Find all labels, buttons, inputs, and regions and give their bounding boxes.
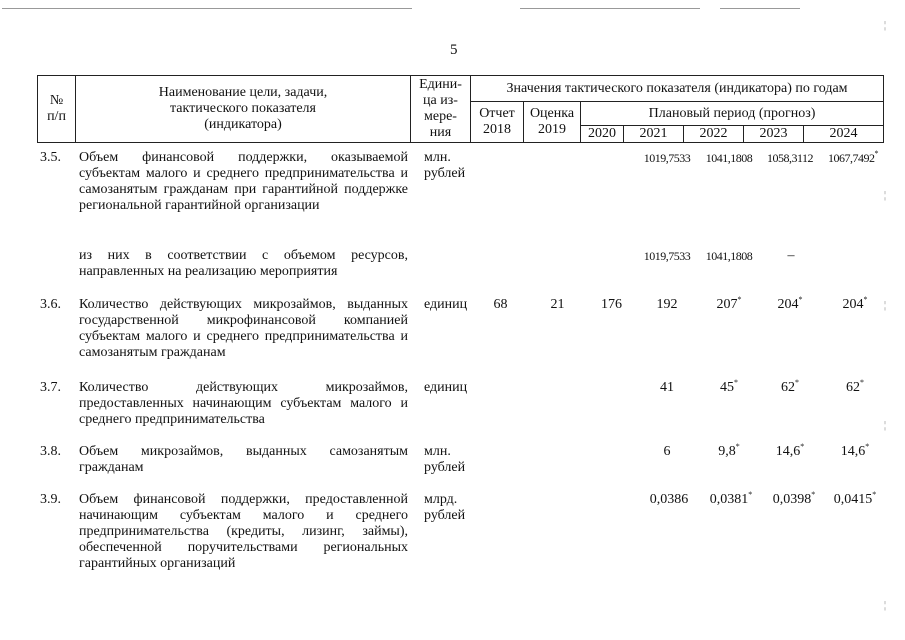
scan-artifact: ¦ bbox=[884, 20, 887, 31]
header-year: 2022 bbox=[684, 126, 744, 143]
footnote-marker: * bbox=[800, 442, 805, 451]
footnote-marker: * bbox=[734, 378, 738, 387]
header-year: 2024 bbox=[804, 126, 884, 143]
header-plan-group: Плановый период (прогноз) bbox=[581, 102, 884, 126]
footnote-marker: * bbox=[872, 490, 877, 499]
row-number: 3.7. bbox=[40, 380, 61, 395]
value-2022: 9,8* bbox=[718, 442, 740, 459]
footnote-marker: * bbox=[737, 295, 742, 304]
value-2024: 14,6* bbox=[840, 442, 870, 459]
row-unit: млрд. рублей bbox=[424, 492, 466, 523]
value-2023: – bbox=[787, 248, 795, 263]
row-name: из них в соответствии с объемом ресурсов, направленных на реализацию мероприятия bbox=[79, 248, 408, 279]
footnote-marker: * bbox=[860, 378, 864, 387]
value-2021: 0,0386 bbox=[649, 492, 689, 507]
value-2021: 41 bbox=[660, 380, 674, 395]
header-year: 2021 bbox=[624, 126, 684, 143]
scan-artifact: ¦ bbox=[884, 600, 887, 611]
value-report-2018: 68 bbox=[493, 297, 508, 312]
value-2021: 6 bbox=[663, 444, 671, 459]
value-2021: 192 bbox=[656, 297, 678, 312]
footnote-marker: * bbox=[811, 490, 816, 499]
row-unit: млн. рублей bbox=[424, 444, 466, 475]
scan-artifact: ¦ bbox=[884, 190, 887, 201]
header-num: № п/п bbox=[38, 76, 76, 143]
header-unit: Едини-ца из-мере-ния bbox=[411, 76, 471, 143]
footnote-marker: * bbox=[863, 295, 868, 304]
value-2022: 1041,1808 bbox=[705, 151, 753, 165]
value-2024: 1067,7492* bbox=[828, 149, 878, 165]
value-2023: 1058,3112 bbox=[766, 151, 814, 165]
row-name: Количество действующих микрозаймов, предоставленных начинающим субъектам малого и среднего предпринимательства bbox=[79, 380, 408, 427]
footnote-marker: * bbox=[865, 442, 870, 451]
header-name: Наименование цели, задачи, тактического показателя (индикатора) bbox=[76, 76, 411, 143]
value-2021: 1019,7533 bbox=[643, 249, 691, 263]
row-number: 3.6. bbox=[40, 297, 61, 312]
value-estimate-2019: 21 bbox=[550, 297, 565, 312]
footnote-marker: * bbox=[748, 490, 753, 499]
value-2022: 207* bbox=[716, 295, 742, 312]
value-2022: 45* bbox=[720, 378, 738, 395]
row-name: Количество действующих микрозаймов, выданных государственной микрофинансовой компанией субъектам малого и среднего предпринимательства и самозанятым гражданам bbox=[79, 297, 408, 360]
row-unit: единиц bbox=[424, 297, 468, 312]
row-number: 3.9. bbox=[40, 492, 61, 507]
row-name: Объем микрозаймов, выданных самозанятым гражданам bbox=[79, 444, 408, 475]
value-2022: 1041,1808 bbox=[705, 249, 753, 263]
value-2024: 62* bbox=[846, 378, 864, 395]
value-2023: 204* bbox=[777, 295, 803, 312]
footnote-marker: * bbox=[795, 378, 799, 387]
value-2023: 62* bbox=[781, 378, 799, 395]
page-number: 5 bbox=[450, 42, 458, 58]
row-unit: единиц bbox=[424, 380, 468, 395]
row-number: 3.8. bbox=[40, 444, 61, 459]
value-2020: 176 bbox=[601, 297, 622, 312]
scan-artifact: ¦ bbox=[884, 300, 887, 311]
row-name: Объем финансовой поддержки, оказываемой субъектам малого и среднего предпринимательства и самозанятым гражданам при гарантийной поддержке региональной гарантийной организации bbox=[79, 150, 408, 213]
table-header bbox=[37, 75, 884, 143]
header-values-group: Значения тактического показателя (индикатора) по годам bbox=[471, 76, 884, 102]
row-number: 3.5. bbox=[40, 150, 61, 165]
row-unit: млн. рублей bbox=[424, 150, 466, 181]
value-2023: 0,0398* bbox=[772, 490, 816, 507]
header-estimate: Оценка 2019 bbox=[524, 102, 581, 143]
value-2022: 0,0381* bbox=[709, 490, 753, 507]
header-year: 2020 bbox=[581, 126, 624, 143]
footnote-marker: * bbox=[798, 295, 803, 304]
header-year: 2023 bbox=[744, 126, 804, 143]
footnote-marker: * bbox=[874, 149, 878, 158]
value-2023: 14,6* bbox=[775, 442, 805, 459]
value-2024: 0,0415* bbox=[833, 490, 877, 507]
footnote-marker: * bbox=[735, 442, 740, 451]
scan-artifact: ¦ bbox=[884, 420, 887, 431]
value-2021: 1019,7533 bbox=[643, 151, 691, 165]
header-report: Отчет 2018 bbox=[471, 102, 524, 143]
row-name: Объем финансовой поддержки, предоставленной начинающим субъектам малого и среднего предпринимательства (кредиты, лизинг, займы), обеспеченной поручительствами региональных гарантийных организаций bbox=[79, 492, 408, 571]
value-2024: 204* bbox=[842, 295, 868, 312]
